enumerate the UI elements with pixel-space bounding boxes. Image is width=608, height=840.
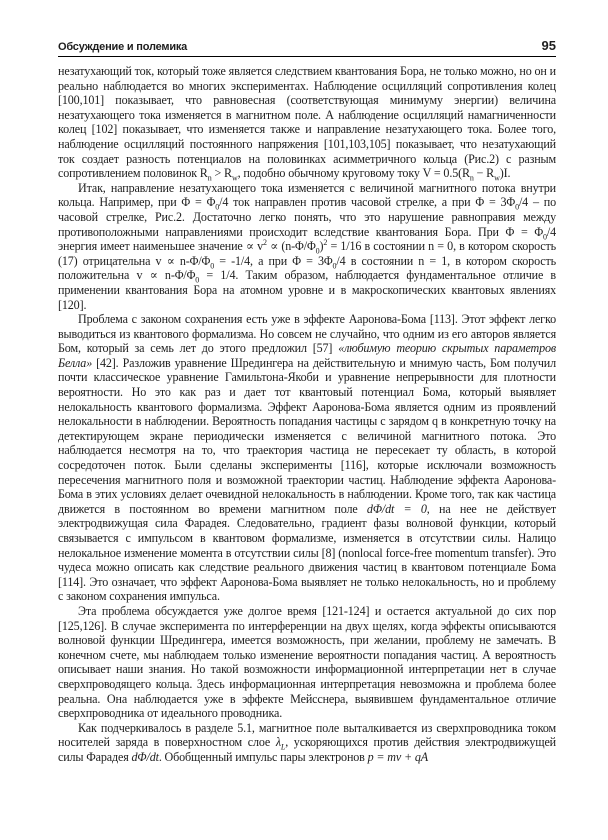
paragraph — [58, 604, 556, 721]
text-run: Проблема с законом сохранения есть уже в эффекте Ааронова-Бома [113]. Этот эффект легко выводиться из квантового формализма. Но совсем не случайно, что одним из его авторов является Бом, который за семь лет до этого предложил [57] — [58, 312, 556, 356]
text-run: Эта проблема обсуждается уже долгое время [121-124] и остается актуальной до сих пор [125,126]. В случае эксперимента по интерференции на двух щелях, когда эффекты описываются волновой функции Шредингера, имеется возможность, при желании, проблему не замечать. В конечном счете, мы наблюдаем только изменение вероятности попадания частиц. А вероятность описывает наши знания. Но такой возможности информационной интерпретации нет в случае сверхпроводящего кольца. Здесь информационная интерпретация невозможна и проблема более реальна. Она наблюдается уже в эффекте Мейсснера, выявившем фундаментальное отличие сверхпроводника от идеального проводника. — [58, 603, 556, 721]
text-run: /4 – по часовой стрелке, Рис.2. Достаточно легко понять, что это нарушение равноправия между противоположными направлениями происходит вследствие квантования Бора. При Φ = Φ — [58, 195, 556, 239]
text-run: )I. — [499, 166, 511, 181]
paragraph — [58, 64, 556, 181]
subscript: w — [494, 173, 500, 183]
subscript: n — [469, 173, 474, 183]
text-run: > R — [211, 166, 232, 181]
running-section-title: Обсуждение и полемика — [58, 41, 188, 53]
text-run: . Обобщенный импульс пары электронов — [158, 749, 368, 764]
text-run: , подобно обычному круговому току V = 0.5(R — [237, 166, 470, 181]
text-run: Как подчеркивалось в разделе 5.1, магнитное поле выталкивается из сверхпроводника током носителей заряда в поверхностном слое — [58, 720, 556, 750]
superscript: 2 — [323, 238, 328, 248]
text-run: Итак, направление незатухающего тока изменяется с величиной магнитного потока внутри кольца. Например, при Φ = Φ — [58, 180, 556, 210]
italic-text: dΦ/dt — [131, 749, 159, 764]
text-run: − R — [473, 166, 495, 181]
italic-text: p = mv + qA — [367, 749, 428, 764]
text-run: = 1/4. Таким образом, наблюдается фундаментальное отличие в применении квантования Бора на атомном уровне и в макроскопических квантовых явлениях [120]. — [58, 268, 556, 312]
text-run: ) — [319, 239, 324, 254]
subscript: L — [280, 742, 286, 752]
subscript: 0 — [332, 261, 337, 271]
subscript: 0 — [315, 246, 320, 256]
text-run: ∝ (n-Φ/Φ — [266, 239, 316, 254]
subscript: 0 — [543, 231, 547, 241]
text-run: /4 энергия имеет наименьшее значение ∝ v — [58, 224, 556, 254]
paragraph — [58, 312, 556, 604]
text-run: = 1/16 в состоянии n = 0, в котором скорость (17) отрицательна v ∝ n-Φ/Φ — [58, 239, 557, 268]
text-run: /4 ток направлен против часовой стрелке, а при Φ = 3Φ — [219, 195, 516, 210]
subscript: 0 — [210, 261, 215, 271]
italic-text: dΦ/dt = 0 — [366, 501, 427, 516]
subscript: n — [207, 173, 212, 183]
italic-text: λ — [275, 735, 281, 750]
subscript: 0 — [215, 202, 220, 212]
paragraph — [58, 181, 556, 312]
page-number: 95 — [541, 38, 556, 53]
subscript: w — [231, 173, 238, 183]
paragraph — [58, 721, 556, 765]
text-run: = -1/4, а при Φ = 3Φ — [214, 253, 333, 268]
text-run: [42]. Разложив уравнение Шредингера на действительную и мнимую часть, Бом получил почти классическое уравнение Гамильтона-Якоби и уравнение непрерывности для плотности вероятности. Но это как раз и дает тот квантовый потенциал Бома, который выявляет нелокальность квантового формализма. Эффект Ааронова-Бома является одним из проявлений нелокальности в наблюдении. Вероятность попадания частицы с зарядом q в конкретную точку на детектирующем экране периодически изменяется с величиной магнитного потока. Это наблюдается несмотря на то, что траектория частица не пересекает ту область, в которой сосредоточен поток. Были сделаны эксперименты [116], которые исключали возможность пересечения магнитного поля и возможной траектории частиц. Наблюдение эффекта Ааронова-Бома в этих условиях делает очевидной нелокальность в наблюдении. Кроме того, так как частица движется в постоянном во времени магнитном поле — [58, 355, 556, 516]
text-run: незатухающий ток, который тоже является следствием квантования Бора, не только можно, но он и реально наблюдается во многих экспериментах. Наблюдение осцилляций сопротивления колец [100,101] показывает, что равновесная (соответствующая минимуму энергии) величина незатухающего тока изменяется в магнитном поле. А наблюдение осцилляций намагниченности колец [102] показывает, что изменяется также и направление незатухающего тока. Более того, наблюдение осцилляций постоянного напряжения [101,103,105] показывает, что незатухающий ток создает разность потенциалов на половинках асимметричного кольца (Рис.2) с разным сопротивлением половинок R — [58, 64, 556, 181]
text-run: , на нее не действует электродвижущая сила Фарадея. Следовательно, градиент фазы волновой функции, который связывается с импульсом в квантовом формализме, изменяется в отсутствии силы. Налицо нелокальное изменение момента в отсутствии силы [8] (nonlocal force-free momentum transfer). Это чудеса можно описать как следствие реального движения частиц в квантовом потенциале Бома [114]. Это означает, что эффект Ааронова-Бома выявляет не только нелокальность, но и проблему с законом сохранения импульса. — [58, 501, 557, 604]
superscript: 2 — [263, 238, 267, 248]
subscript: 0 — [515, 202, 519, 212]
page-header — [58, 38, 556, 57]
subscript: 0 — [195, 275, 200, 285]
body-text — [58, 64, 556, 765]
text-run: /4 в состоянии n = 1, в котором скорость положительна v ∝ n-Φ/Φ — [58, 253, 556, 283]
text-run: , ускоряющихся против действия электродвижущей силы Фарадея — [58, 735, 557, 764]
italic-text: «любимую теорию скрытых параметров Белла» — [58, 341, 556, 370]
